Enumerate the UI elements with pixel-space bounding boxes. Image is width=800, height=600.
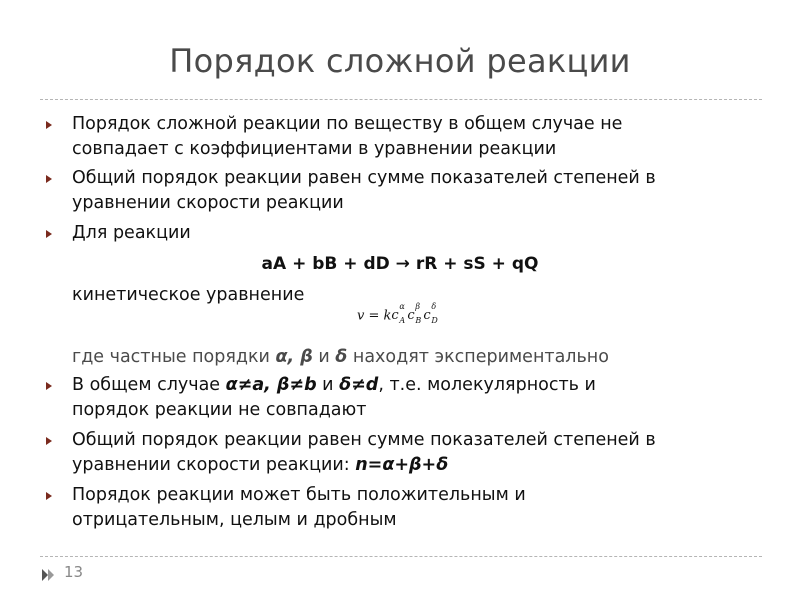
- bullet-1-line-1: Порядок сложной реакции по веществу в общем случае не: [72, 114, 623, 134]
- bullet-text-1: [72, 112, 762, 162]
- term-d: c δ D: [423, 302, 438, 325]
- bullet-marker-icon: [46, 121, 52, 129]
- bullet-marker-icon: [46, 230, 52, 238]
- bullet-5-line-1: Общий порядок реакции равен сумме показателей степеней в: [72, 430, 656, 450]
- bullet-text-4: [72, 373, 762, 423]
- bullet-6-line-2: отрицательным, целым и дробным: [72, 510, 397, 530]
- double-chevron-icon: [42, 568, 58, 582]
- bullet-text-6: [72, 483, 762, 533]
- bullet-marker-icon: [46, 175, 52, 183]
- bullet-marker-icon: [46, 382, 52, 390]
- bullet-4-line-1: В общем случае α≠a, β≠b и δ≠d, т.е. молекулярность и: [72, 375, 596, 395]
- top-divider: [40, 99, 762, 100]
- partial-orders: где частные порядки α, β и δ находят экспериментально: [72, 347, 609, 367]
- bullet-1-line-2: совпадает с коэффициентами в уравнении реакции: [72, 139, 557, 159]
- slide-title: Порядок сложной реакции: [169, 42, 631, 80]
- term-a: c α A: [391, 302, 406, 325]
- rate-equation: [357, 302, 439, 325]
- bullet-marker-icon: [46, 492, 52, 500]
- page-number: 13: [64, 563, 84, 581]
- nav-arrow-icon: [42, 567, 58, 586]
- bullet-2-line-1: Общий порядок реакции равен сумме показателей степеней в: [72, 168, 656, 188]
- bullet-2-line-2: уравнении скорости реакции: [72, 193, 344, 213]
- bullet-3-line-1: Для реакции: [72, 223, 191, 243]
- reaction-equation: aA + bB + dD → rR + sS + qQ: [261, 254, 539, 274]
- bullet-text-3: [72, 221, 762, 246]
- bullet-text-2: [72, 166, 762, 216]
- bullet-4-line-2: порядок реакции не совпадают: [72, 400, 367, 420]
- term-b: c β B: [407, 302, 422, 325]
- rate-equation-lhs: v = k: [357, 308, 392, 324]
- bottom-divider: [40, 556, 762, 557]
- kinetic-label: кинетическое уравнение: [72, 285, 305, 305]
- bullet-marker-icon: [46, 437, 52, 445]
- bullet-5-line-2: уравнении скорости реакции: n=α+β+δ: [72, 455, 449, 475]
- bullet-text-5: [72, 428, 762, 478]
- bullet-6-line-1: Порядок реакции может быть положительным и: [72, 485, 526, 505]
